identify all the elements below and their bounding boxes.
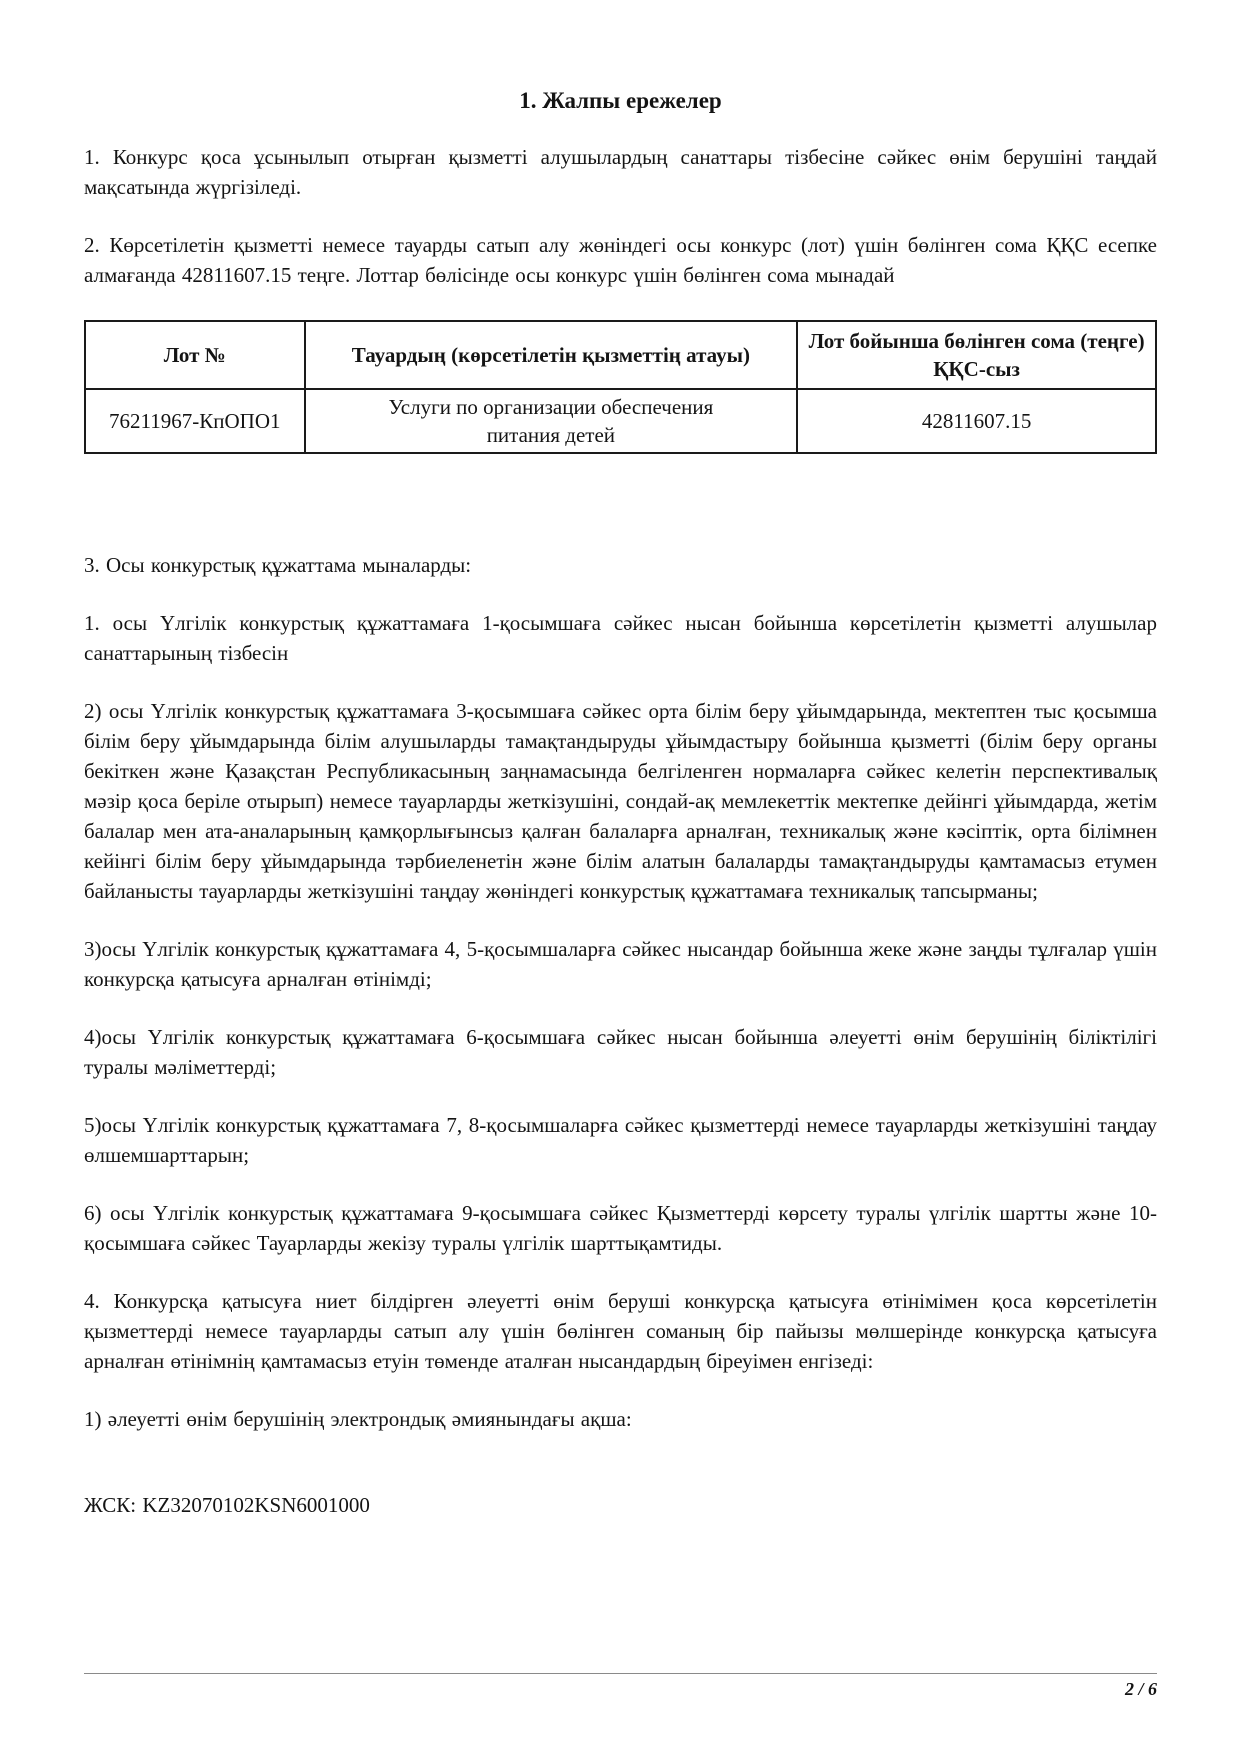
lots-table <box>84 320 1157 454</box>
table-header-lot-number: Лот № <box>85 321 305 389</box>
paragraph-1: 1. Конкурс қоса ұсынылып отырған қызметті алушылардың санаттары тізбесіне сәйкес өнім берушіні таңдай мақсатында жүргізіледі. <box>84 145 1157 199</box>
table-header-item-name-text: Тауардың (көрсетілетін қызметтің атауы) <box>351 343 750 367</box>
list-item-3: 3)осы Үлгілік конкурстық құжаттамаға 4, 5-қосымшаларға сәйкес нысандар бойынша жеке және заңды тұлғалар үшін конкурсқа қатысуға арналған өтінімді; <box>84 937 1157 991</box>
paragraph-wallet: 1) әлеуетті өнім берушінің электрондық әмиянындағы ақша: <box>84 1407 632 1431</box>
cell-lot-number: 76211967-КпОПО1 <box>85 389 305 453</box>
paragraph-3: 3. Осы конкурстық құжаттама мыналарды: <box>84 553 472 577</box>
page-number: 2 / 6 <box>1124 1679 1157 1699</box>
list-item-2: 2) осы Үлгілік конкурстық құжаттамаға 3-қосымшаға сәйкес орта білім беру ұйымдарында, мектептен тыс қосымша білім беру ұйымдарында білім алушыларды тамақтандыруды ұйымдастыру бойынша қызметті (білім беру органы бекіткен және Қазақстан Республикасының заңнамасында белгіленген нормаларға сәйкес келетін перспективалық мәзір қоса беріле отырып) немесе тауарларды жеткізушіні, сондай-ақ мемлекеттік мектепке дейінгі ұйымдарда, жетім балалар мен ата-аналарының қамқорлығынсыз қалған балаларға арналған, техникалық және кәсіптік, орта білімнен кейінгі білім беру ұйымдарында тәрбиеленетін және білім алатын балаларды тамақтандыруды қамтамасыз етумен байланысты тауарларды жеткізушіні таңдау жөніндегі конкурстық құжаттамаға техникалық тапсырманы; <box>84 699 1157 903</box>
cell-item-name-text: Услуги по организации обеспечения питания детей <box>388 395 714 447</box>
lots-table-header-row <box>85 321 1156 389</box>
table-row <box>85 389 1156 453</box>
list-item-4: 4)осы Үлгілік конкурстық құжаттамаға 6-қосымшаға сәйкес нысан бойынша әлеуетті өнім берушінің біліктілігі туралы мәліметтерді; <box>84 1025 1157 1079</box>
section-title: 1. Жалпы ережелер <box>519 88 722 113</box>
cell-allocated-sum: 42811607.15 <box>797 389 1156 453</box>
cell-item-name <box>305 389 798 453</box>
page-footer <box>84 1673 1157 1700</box>
list-item-1: 1. осы Үлгілік конкурстық құжаттамаға 1-қосымшаға сәйкес нысан бойынша көрсетілетін қызметті алушылар санаттарының тізбесін <box>84 611 1157 665</box>
table-header-allocated-sum: Лот бойынша бөлінген сома (теңге) ҚҚС-сыз <box>797 321 1156 389</box>
list-item-5: 5)осы Үлгілік конкурстық құжаттамаға 7, 8-қосымшаларға сәйкес қызметтерді немесе тауарларды жеткізушіні таңдау өлшемшарттарын; <box>84 1113 1157 1167</box>
paragraph-2: 2. Көрсетілетін қызметті немесе тауарды сатып алу жөніндегі осы конкурс (лот) үшін бөлінген сома ҚҚС есепке алмағанда 42811607.15 теңге. Лоттар бөлісінде осы конкурс үшін бөлінген сома мынадай <box>84 233 1157 287</box>
table-header-item-name <box>305 321 798 389</box>
footer-divider <box>84 1673 1157 1674</box>
list-item-6: 6) осы Үлгілік конкурстық құжаттамаға 9-қосымшаға сәйкес Қызметтерді көрсету туралы үлгілік шартты және 10-қосымшаға сәйкес Тауарларды жекізу туралы үлгілік шарттықамтиды. <box>84 1201 1157 1255</box>
paragraph-iban: ЖСК: KZ32070102KSN6001000 <box>84 1493 370 1517</box>
paragraph-4: 4. Конкурсқа қатысуға ниет білдірген әлеуетті өнім беруші конкурсқа қатысуға өтінімімен қоса көрсетілетін қызметтерді немесе тауарларды сатып алу үшін бөлінген соманың бір пайызы мөлшерінде конкурсқа қатысуға арналған өтінімнің қамтамасыз етуін төменде аталған нысандардың біреуімен енгізеді: <box>84 1289 1157 1373</box>
